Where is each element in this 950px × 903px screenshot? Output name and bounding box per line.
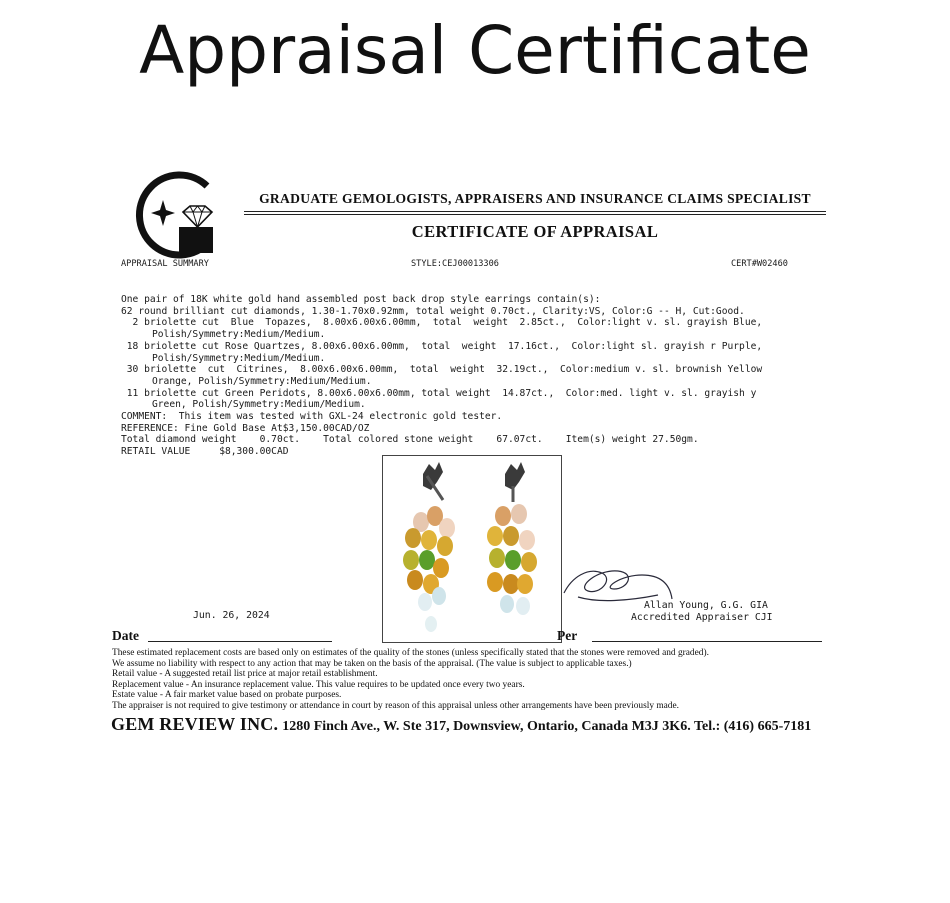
stone-entry	[121, 388, 762, 400]
appraiser-title: Accredited Appraiser CJI	[631, 612, 773, 623]
appraisal-date: Jun. 26, 2024	[193, 610, 270, 621]
per-underline	[592, 641, 822, 642]
date-label: Date	[112, 628, 139, 643]
disclaimer-line: Replacement value - An insurance replacement value. This value requires to be updated once every two years.	[112, 679, 525, 690]
page-title: Appraisal Certificate	[139, 12, 811, 89]
retail-value-amount: $8,300.00CAD	[219, 446, 289, 458]
stone-line: briolette cut Green Peridots, 8.00x6.00x6.00mm, total weight 14.87ct., Color:med. light v. sl. grayish y	[144, 387, 757, 399]
stone-qty: 62	[121, 305, 133, 317]
stone-qty: 2	[126, 317, 139, 329]
gem-logo-icon	[135, 170, 225, 262]
totals-line: Total diamond weight 0.70ct. Total colored stone weight 67.07ct. Item(s) weight 27.50gm.	[121, 434, 699, 446]
stone-qty: 11	[126, 387, 139, 399]
earrings-photo	[382, 455, 562, 643]
header-divider	[244, 214, 826, 215]
disclaimer-line: Retail value - A suggested retail list price at major retail establishment.	[112, 669, 378, 679]
style-number: STYLE:CEJ00013306	[411, 259, 499, 269]
stone-line: round brilliant cut diamonds, 1.30-1.70x0.92mm, total weight 0.70ct., Clarity:VS, Color:G -- H, Cut:Good.	[138, 305, 745, 317]
retail-value-label: RETAIL VALUE	[121, 446, 191, 458]
organization-heading: GRADUATE GEMOLOGISTS, APPRAISERS AND INSURANCE CLAIMS SPECIALIST	[259, 191, 811, 206]
appraiser-name: Allan Young, G.G. GIA	[644, 600, 768, 611]
stone-entry	[121, 364, 762, 376]
comment-line: COMMENT: This item was tested with GXL-24 electronic gold tester.	[121, 411, 503, 423]
stone-line: briolette cut Citrines, 8.00x6.00x6.00mm, total weight 32.19ct., Color:medium v. sl. brownish Yellow	[144, 364, 763, 376]
stone-line: Polish/Symmetry:Medium/Medium.	[152, 352, 326, 364]
stone-entry	[121, 317, 762, 329]
stone-line: Green, Polish/Symmetry:Medium/Medium.	[152, 399, 366, 411]
appraisal-summary-label: APPRAISAL SUMMARY	[121, 259, 209, 269]
reference-line: REFERENCE: Fine Gold Base At$3,150.00CAD/OZ	[121, 422, 370, 434]
company-address: 1280 Finch Ave., W. Ste 317, Downsview, Ontario, Canada M3J 3K6. Tel.: (416) 665-7181	[282, 719, 812, 734]
disclaimer-line: We assume no liability with respect to any action that may be taken on the basis of the appraisal. (The value is subject to applicable taxes.)	[112, 658, 632, 669]
disclaimer-line: These estimated replacement costs are based only on estimates of the quality of the stones (unless specifically stated that the stones were removed and graded).	[112, 648, 709, 658]
stone-list	[121, 306, 762, 458]
stone-qty: 18	[126, 340, 139, 352]
stone-line: Polish/Symmetry:Medium/Medium.	[152, 329, 326, 341]
certificate-title: CERTIFICATE OF APPRAISAL	[411, 222, 659, 241]
date-underline	[148, 641, 332, 642]
disclaimer-block	[112, 648, 842, 711]
stone-line: Orange, Polish/Symmetry:Medium/Medium.	[152, 375, 372, 387]
stone-entry	[121, 341, 762, 353]
disclaimer-line: The appraiser is not required to give testimony or attendance in court by reason of this appraisal unless other arrangements have been previously made.	[112, 700, 680, 711]
stone-qty: 30	[126, 364, 139, 376]
stone-line: briolette cut Rose Quartzes, 8.00x6.00x6.00mm, total weight 17.16ct., Color:light sl. grayish r Purple,	[144, 340, 763, 352]
disclaimer-line: Estate value - A fair market value based on probate purposes.	[112, 690, 342, 700]
per-label: Per	[557, 628, 578, 643]
stone-line: briolette cut Blue Topazes, 8.00x6.00x6.00mm, total weight 2.85ct., Color:light v. sl. grayish Blue,	[144, 317, 763, 329]
description-intro: One pair of 18K white gold hand assembled post back drop style earrings contain(s):	[121, 294, 601, 305]
earrings-image-icon	[383, 456, 561, 642]
footer	[111, 714, 811, 735]
stone-entry	[121, 306, 762, 318]
certificate-number: CERT#W02460	[731, 259, 788, 269]
company-name: GEM REVIEW INC.	[111, 714, 279, 734]
header-divider	[244, 211, 826, 212]
